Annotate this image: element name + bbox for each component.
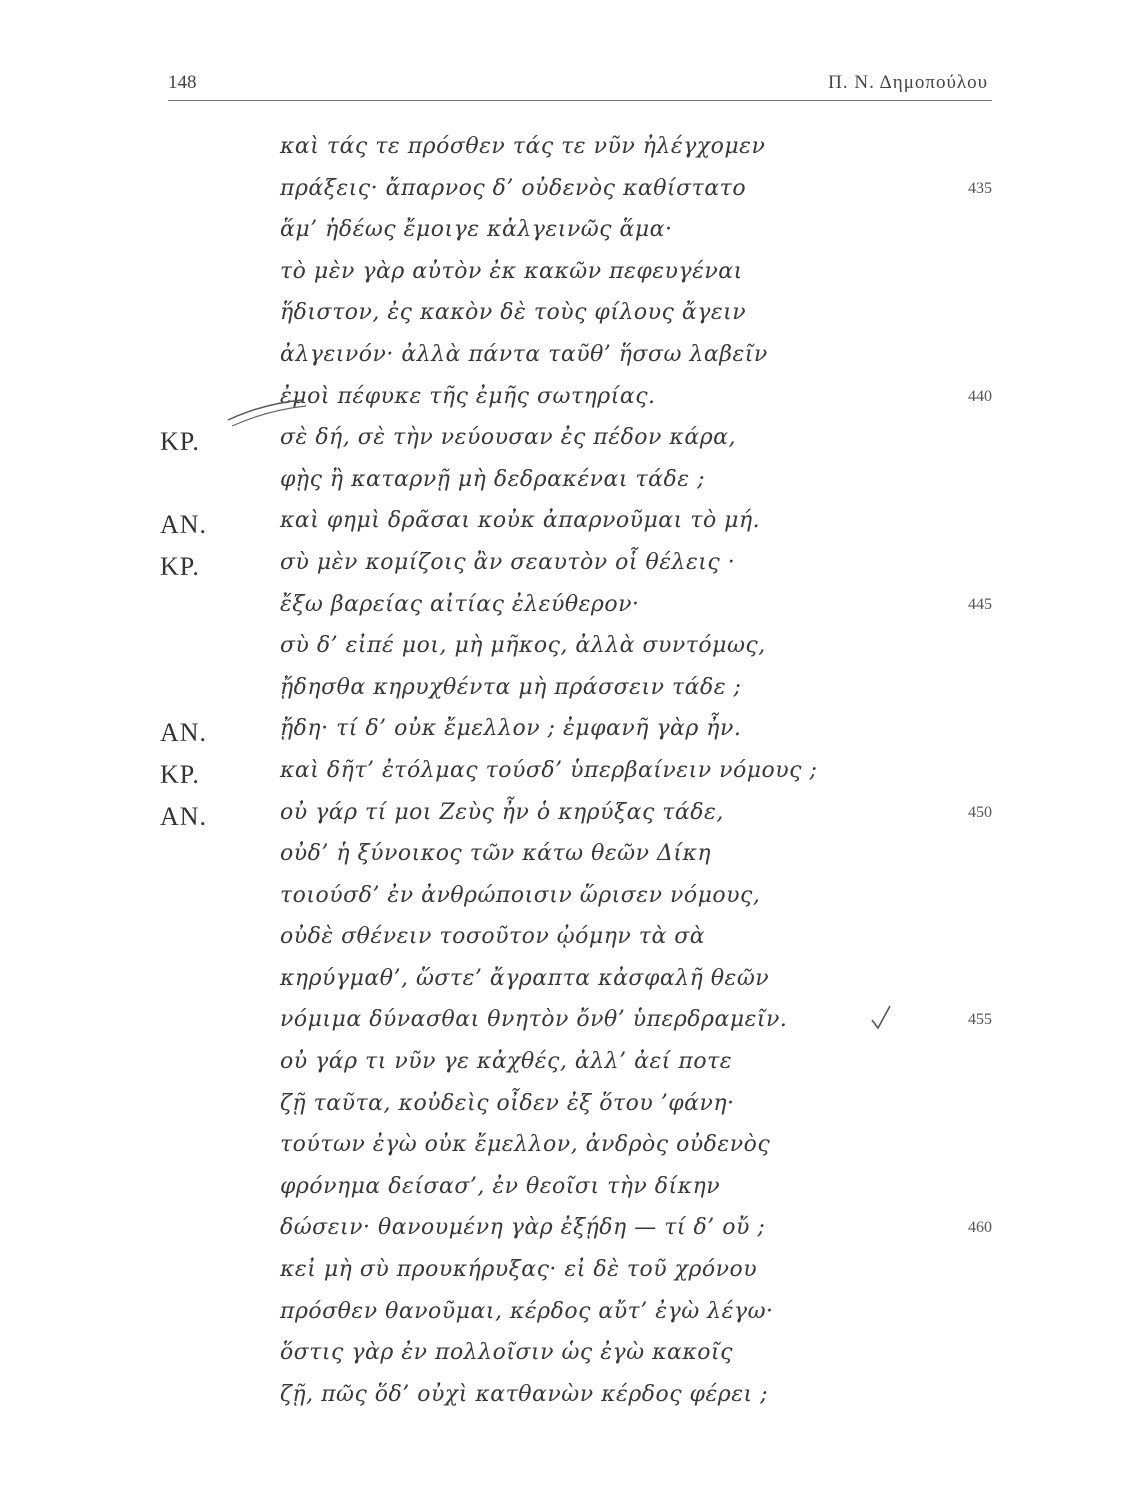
- verse-text: κεἰ μὴ σὺ προυκήρυξας· εἰ δὲ τοῦ χρόνου: [280, 1257, 758, 1283]
- verse-text: ζῇ ταῦτα, κοὐδεὶς οἶδεν ἐξ ὅτου ’φάνη·: [280, 1090, 735, 1116]
- verse-text: τοιούσδ’ ἐν ἀνθρώποισιν ὥρισεν νόμους,: [280, 882, 761, 908]
- verse-text: πρόσθεν θανοῦμαι, κέρδος αὔτ’ ἐγὼ λέγω·: [280, 1298, 774, 1324]
- verse-line: [0, 633, 1143, 675]
- verse-line: [0, 1132, 1143, 1174]
- verse-line: [0, 467, 1143, 509]
- verse-text: νόμιμα δύνασθαι θνητὸν ὄνθ’ ὑπερδραμεῖν.: [280, 1007, 788, 1033]
- speaker-label: ΑΝ.: [160, 801, 208, 831]
- verse-line: [0, 425, 1143, 467]
- verse-line: [0, 508, 1143, 550]
- speaker-label: ΚΡ.: [160, 427, 200, 457]
- verse-text: σὺ μὲν κομίζοις ἂν σεαυτὸν οἷ θέλεις ·: [280, 549, 736, 575]
- speaker-label: ΚΡ.: [160, 551, 200, 581]
- verse-line: [0, 1007, 1143, 1049]
- verse-text: ὅστις γὰρ ἐν πολλοῖσιν ὡς ἐγὼ κακοῖς: [280, 1340, 733, 1366]
- verse-text: ᾔδη· τί δ’ οὐκ ἔμελλον ; ἐμφανῆ γὰρ ἦν.: [280, 716, 742, 742]
- verse-text: φρόνημα δείσασ’, ἐν θεοῖσι τὴν δίκην: [280, 1173, 721, 1199]
- verse-line: [0, 924, 1143, 966]
- verse-line: [0, 1382, 1143, 1424]
- verse-line: [0, 966, 1143, 1008]
- speaker-label: ΑΝ.: [160, 718, 208, 748]
- verse-text: ἔξω βαρείας αἰτίας ἐλεύθερον·: [280, 591, 640, 617]
- verse-text: σὲ δή, σὲ τὴν νεύουσαν ἐς πέδον κάρα,: [280, 425, 736, 451]
- verse-text: ζῇ, πῶς ὅδ’ οὐχὶ κατθανὼν κέρδος φέρει ;: [280, 1381, 769, 1407]
- verse-line: [0, 1174, 1143, 1216]
- line-number: 435: [968, 179, 992, 197]
- verse-line: [0, 1299, 1143, 1341]
- line-number: 445: [968, 595, 992, 613]
- verse-text: καὶ φημὶ δρᾶσαι κοὐκ ἀπαρνοῦμαι τὸ μή.: [280, 508, 761, 534]
- verse-line: [0, 1215, 1143, 1257]
- verse-text: καὶ δῆτ’ ἐτόλμας τούσδ’ ὑπερβαίνειν νόμους ;: [280, 757, 818, 783]
- verse-line: [0, 342, 1143, 384]
- page-number: 148: [168, 72, 197, 93]
- verse-line: [0, 883, 1143, 925]
- verse-text: κηρύγμαθ’, ὥστε’ ἄγραπτα κἀσφαλῆ θεῶν: [280, 965, 770, 991]
- line-number: 460: [968, 1219, 992, 1237]
- verse-text: ἀλγεινόν· ἀλλὰ πάντα ταῦθ’ ἥσσω λαβεῖν: [280, 341, 768, 367]
- verse-line: [0, 1049, 1143, 1091]
- verse-line: [0, 384, 1143, 426]
- speaker-label: ΑΝ.: [160, 510, 208, 540]
- verse-text: πράξεις· ἄπαρνος δ’ οὐδενὸς καθίστατο: [280, 175, 747, 201]
- running-head: Π. Ν. Δημοπούλου: [828, 72, 988, 93]
- verse-text: ᾔδησθα κηρυχθέντα μὴ πράσσειν τάδε ;: [280, 674, 742, 700]
- speaker-label: ΚΡ.: [160, 759, 200, 789]
- verse-line: [0, 217, 1143, 259]
- verse-line: [0, 592, 1143, 634]
- verse-text: ἐμοὶ πέφυκε τῆς ἐμῆς σωτηρίας.: [280, 383, 656, 409]
- verse-text: οὐδὲ σθένειν τοσοῦτον ᾠόμην τὰ σὰ: [280, 924, 706, 950]
- verse-text: φῂς ἢ καταρνῇ μὴ δεδρακέναι τάδε ;: [280, 466, 705, 492]
- line-number: 455: [968, 1011, 992, 1029]
- verse-line: [0, 134, 1143, 176]
- page-header: [168, 70, 992, 101]
- line-number: 450: [968, 803, 992, 821]
- verse-block: [0, 134, 1143, 1423]
- verse-text: καὶ τάς τε πρόσθεν τάς τε νῦν ἠλέγχομεν: [280, 134, 766, 159]
- verse-line: [0, 675, 1143, 717]
- verse-text: οὐ γάρ τί μοι Ζεὺς ἦν ὁ κηρύξας τάδε,: [280, 799, 724, 825]
- verse-line: [0, 1340, 1143, 1382]
- verse-text: τὸ μὲν γὰρ αὐτὸν ἐκ κακῶν πεφευγέναι: [280, 258, 743, 284]
- verse-line: [0, 259, 1143, 301]
- verse-line: [0, 300, 1143, 342]
- verse-text: οὐ γάρ τι νῦν γε κἀχθές, ἀλλ’ ἀεί ποτε: [280, 1049, 733, 1075]
- verse-text: ἅμ’ ἡδέως ἔμοιγε κἀλγεινῶς ἅμα·: [280, 217, 673, 243]
- verse-line: [0, 758, 1143, 800]
- verse-line: [0, 1091, 1143, 1133]
- verse-line: [0, 1257, 1143, 1299]
- verse-line: [0, 800, 1143, 842]
- verse-line: [0, 716, 1143, 758]
- verse-text: οὐδ’ ἡ ξύνοικος τῶν κάτω θεῶν Δίκη: [280, 841, 712, 867]
- verse-text: ἥδιστον, ἐς κακὸν δὲ τοὺς φίλους ἄγειν: [280, 300, 747, 326]
- verse-line: [0, 841, 1143, 883]
- verse-text: τούτων ἐγὼ οὐκ ἔμελλον, ἀνδρὸς οὐδενὸς: [280, 1132, 771, 1158]
- verse-text: σὺ δ’ εἰπέ μοι, μὴ μῆκος, ἀλλὰ συντόμως,: [280, 633, 766, 659]
- verse-text: δώσειν· θανουμένη γὰρ ἐξῄδη — τί δ’ οὔ ;: [280, 1215, 766, 1241]
- line-number: 440: [968, 387, 992, 405]
- verse-line: [0, 550, 1143, 592]
- verse-line: [0, 176, 1143, 218]
